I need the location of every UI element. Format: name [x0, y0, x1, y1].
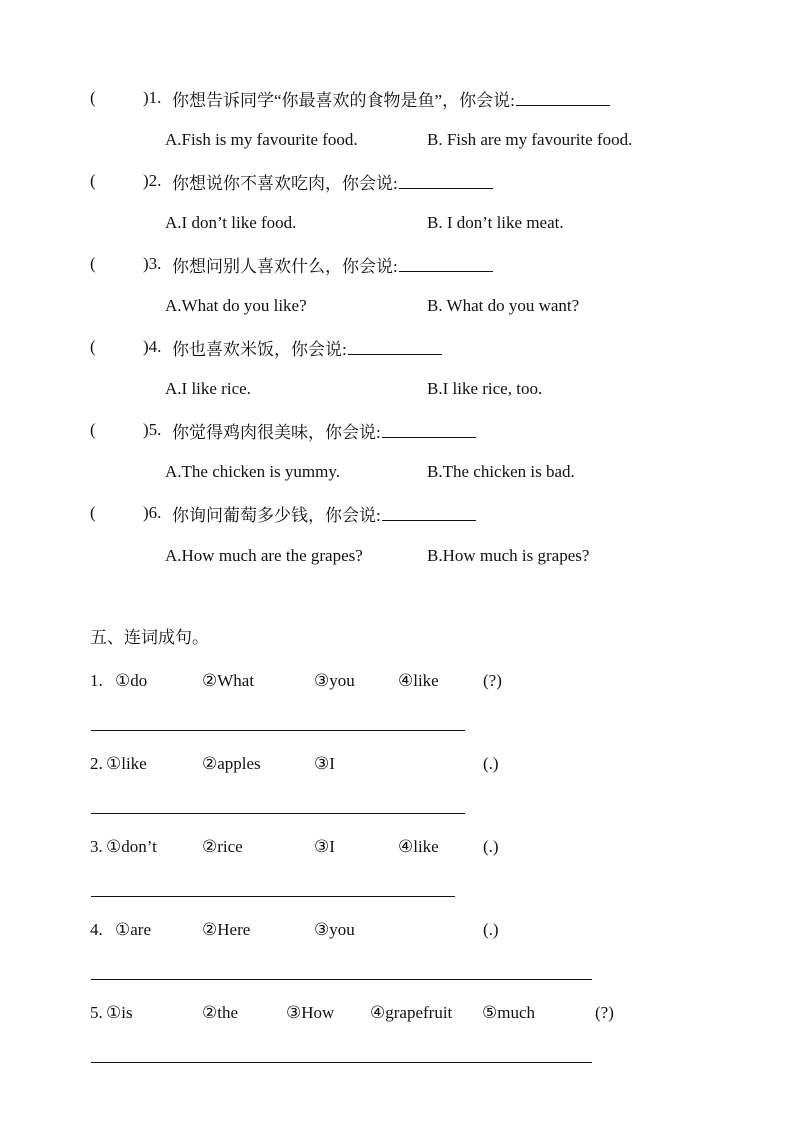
question-number: )1.	[143, 88, 162, 107]
word-chip: ②Here	[202, 920, 251, 939]
option-b: B.The chicken is bad.	[427, 462, 575, 481]
answer-blank[interactable]	[516, 88, 610, 106]
option-b: B.I like rice, too.	[427, 379, 543, 398]
question-row	[0, 337, 794, 359]
question-row	[0, 171, 794, 193]
answer-blank[interactable]	[348, 337, 442, 355]
option-a: A.How much are the grapes?	[165, 546, 363, 565]
option-b: B. What do you want?	[427, 296, 580, 315]
word-chip: ④like	[398, 837, 439, 856]
word-chip: ⑤much	[482, 1003, 536, 1022]
answer-paren: (	[90, 171, 96, 190]
answer-paren: (	[90, 88, 96, 107]
question-prompt: 你想问别人喜欢什么，你会说:	[172, 254, 493, 277]
punctuation-hint: (.)	[483, 920, 499, 939]
question-prompt: 你想说你不喜欢吃肉，你会说:	[172, 171, 493, 194]
question-number: )6.	[143, 503, 162, 522]
word-chip: ①is	[106, 1003, 133, 1022]
answer-blank[interactable]	[382, 503, 476, 521]
punctuation-hint: (.)	[483, 837, 499, 856]
answer-paren: (	[90, 503, 96, 522]
word-chip: ②the	[202, 1003, 239, 1022]
word-chip: ③you	[314, 920, 355, 939]
question-row	[0, 254, 794, 276]
question-prompt: 你想告诉同学“你最喜欢的食物是鱼”，你会说:	[172, 88, 610, 111]
question-prompt: 你觉得鸡肉很美味，你会说:	[172, 420, 476, 443]
word-chip: ④like	[398, 671, 439, 690]
answer-line[interactable]	[91, 730, 465, 731]
question-prompt: 你询问葡萄多少钱，你会说:	[172, 503, 476, 526]
answer-paren: (	[90, 254, 96, 273]
answer-line[interactable]	[91, 979, 592, 980]
word-chip: ②apples	[202, 754, 261, 773]
punctuation-hint: (?)	[595, 1003, 614, 1022]
section-title: 五、连词成句。	[90, 628, 209, 647]
option-a: A.I like rice.	[165, 379, 251, 398]
item-number: 5.	[90, 1003, 103, 1022]
word-chip: ①do	[115, 671, 148, 690]
item-number: 3.	[90, 837, 103, 856]
item-number: 1.	[90, 671, 103, 690]
word-chip: ④grapefruit	[370, 1003, 453, 1022]
option-a: A.What do you like?	[165, 296, 307, 315]
option-b: B. I don’t like meat.	[427, 213, 564, 232]
question-number: )3.	[143, 254, 162, 273]
word-chip: ③you	[314, 671, 355, 690]
question-prompt: 你也喜欢米饭，你会说:	[172, 337, 442, 360]
answer-line[interactable]	[91, 1062, 592, 1063]
question-number: )4.	[143, 337, 162, 356]
word-chip: ③How	[286, 1003, 335, 1022]
answer-blank[interactable]	[399, 171, 493, 189]
question-number: )2.	[143, 171, 162, 190]
option-a: A.I don’t like food.	[165, 213, 297, 232]
question-row	[0, 503, 794, 525]
option-b: B.How much is grapes?	[427, 546, 590, 565]
option-b: B. Fish are my favourite food.	[427, 130, 633, 149]
word-chip: ②What	[202, 671, 255, 690]
word-chip: ③I	[314, 837, 335, 856]
word-chip: ①are	[115, 920, 151, 939]
word-chip: ②rice	[202, 837, 243, 856]
answer-blank[interactable]	[399, 254, 493, 272]
answer-paren: (	[90, 420, 96, 439]
punctuation-hint: (?)	[483, 671, 502, 690]
punctuation-hint: (.)	[483, 754, 499, 773]
question-row	[0, 88, 794, 110]
answer-paren: (	[90, 337, 96, 356]
item-number: 2.	[90, 754, 103, 773]
word-chip: ①like	[106, 754, 147, 773]
answer-line[interactable]	[91, 896, 455, 897]
option-a: A.The chicken is yummy.	[165, 462, 340, 481]
item-number: 4.	[90, 920, 103, 939]
answer-blank[interactable]	[382, 420, 476, 438]
word-chip: ①don’t	[106, 837, 157, 856]
question-number: )5.	[143, 420, 162, 439]
question-row	[0, 420, 794, 442]
option-a: A.Fish is my favourite food.	[165, 130, 358, 149]
word-chip: ③I	[314, 754, 335, 773]
answer-line[interactable]	[91, 813, 465, 814]
